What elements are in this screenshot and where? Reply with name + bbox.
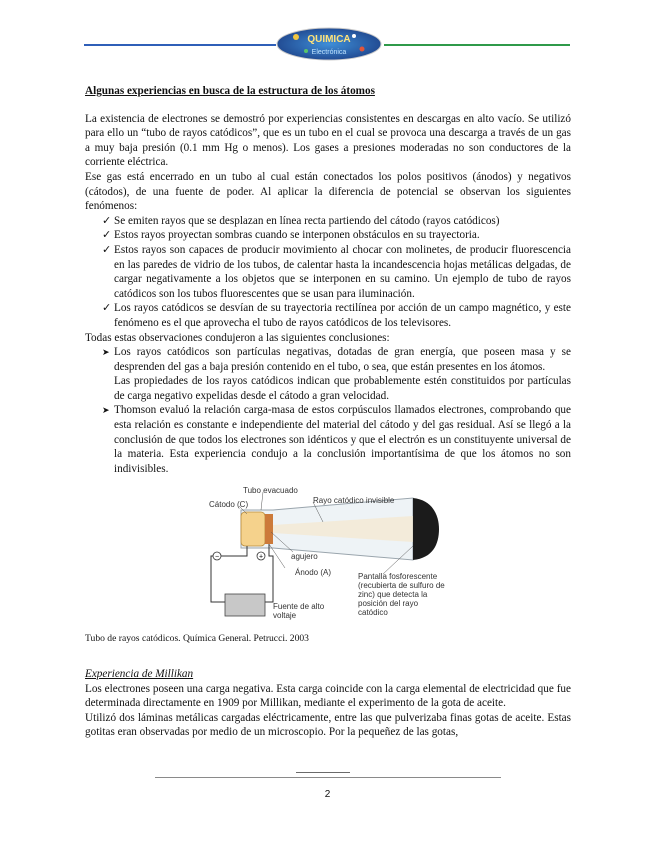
document-body — [85, 84, 571, 740]
power-supply — [225, 594, 265, 616]
anode — [265, 514, 273, 544]
header-line-left — [84, 44, 276, 46]
svg-text:QUIMICA: QUIMICA — [307, 34, 351, 45]
observations-list — [85, 214, 571, 331]
label-tubo: Tubo evacuado — [243, 486, 298, 496]
footer-line — [155, 777, 501, 778]
label-anodo: Ánodo (A) — [295, 568, 332, 578]
list-item: ✓ Estos rayos son capaces de producir movimiento al chocar con molinetes, de producir fluorescencia en las paredes de vidrio de los tubos, de calentar hasta la incandescencia hojas metálicas delgadas, de cargar negativamente a los objetos que se interponen en su camino. Un ejemplo de tubo de rayos catódicos son los tubos fluorescentes que se usan para iluminación. — [102, 243, 571, 300]
minus-sign: − — [214, 553, 220, 561]
footer-short-line — [296, 772, 350, 773]
paragraph-tube: Ese gas está encerrado en un tubo al cual están conectados los polos positivos (ánodos) y negativos (cátodos), de una fuente de poder. Al aplicar la diferencia de potencial se observan los siguientes fenómenos: — [85, 170, 571, 213]
conclusions-list — [85, 345, 571, 476]
phosphor-screen — [413, 498, 439, 560]
list-item: ✓ Estos rayos proyectan sombras cuando se interponen obstáculos en su trayectoria. — [102, 229, 480, 242]
paragraph-millikan-1: Los electrones poseen una carga negativa. Esta carga coincide con la carga elemental de electricidad que fue determinada directamente en 1909 por Millikan, mediante el experimento de la gota de aceite. — [85, 682, 571, 710]
check-icon: ✓ — [102, 229, 112, 242]
label-catodo: Cátodo (C) — [209, 500, 249, 510]
section-heading-millikan: Experiencia de Millikan — [85, 668, 194, 681]
section-title: Algunas experiencias en busca de la estructura de los átomos — [85, 85, 375, 97]
arrow-bullet-icon: ➤ — [102, 405, 110, 416]
label-fuente: Fuente de alto voltaje — [273, 602, 325, 621]
check-icon: ✓ — [102, 302, 112, 315]
figure-caption: Tubo de rayos catódicos. Química General. Petrucci. 2003 — [85, 633, 309, 645]
check-icon: ✓ — [102, 243, 112, 256]
quimica-logo — [276, 27, 382, 61]
list-item: ➤ Thomson evaluó la relación carga-masa de estos corpúsculos llamados electrones, comprobando que esta relación es constante e independiente del material del cátodo y del gas residual. Así se llegó a la conclusión de que todos los electrones son idénticos y que el electrón es un constituyente universal de la materia. Esta experiencia condujo a la conclusión importantísima de que los átomos no son indivisibles. — [102, 404, 571, 475]
plus-sign: + — [258, 553, 264, 561]
cathode-ray-tube-figure — [85, 486, 571, 632]
label-agujero: agujero — [291, 552, 318, 562]
arrow-bullet-icon: ➤ — [102, 347, 110, 358]
list-item: ✓ Se emiten rayos que se desplazan en línea recta partiendo del cátodo (rayos catódicos) — [102, 214, 500, 227]
header-line-right — [384, 44, 570, 46]
list-item: ✓ Los rayos catódicos se desvían de su trayectoria rectilínea por acción de un campo magnético, y este fenómeno es el que aprovecha el tubo de rayos catódicos de los televisores. — [102, 302, 571, 329]
conclusion-subtext: Las propiedades de los rayos catódicos indican que probablemente estén constituidos por partículas de carga negativo expelidas desde el cátodo a gran velocidad. — [114, 375, 571, 402]
svg-text:Electrónica: Electrónica — [311, 49, 347, 56]
paragraph-conclusions-intro: Todas estas observaciones condujeron a las siguientes conclusiones: — [85, 331, 390, 344]
page-number: 2 — [324, 789, 331, 800]
paragraph-millikan-2: Utilizó dos láminas metálicas cargadas eléctricamente, entre las que pulverizaba finas gotas de aceite. Estas gotitas eran observadas por medio de un microscopio. Por la pequeñez de las gotas, — [85, 711, 571, 739]
label-pantalla: Pantalla fosforescente (recubierta de sulfuro de zinc) que detecta la posición del rayo catódico — [358, 572, 445, 618]
list-item: ➤ Los rayos catódicos son partículas negativas, dotadas de gran energía, que poseen masa y se desprenden del gas a baja presión contenido en el tubo, o sea, que están presentes en los átomos. Las propiedades de los rayos catódicos indican que probablemente estén constituidos por partículas de carga negativo expelidas desde el cátodo a gran velocidad. — [102, 346, 571, 402]
label-rayo: Rayo catódico invisible — [313, 496, 395, 506]
check-icon: ✓ — [102, 214, 112, 227]
paragraph-intro: La existencia de electrones se demostró por experiencias consistentes en descargas en alto vacío. Se utilizó para ello un “tubo de rayos catódicos”, que es un tubo en el cual se provoca una descarga a través de un gas a muy baja presión (0.1 mm Hg o menos). Los gases a presiones moderadas no son conductores de la corriente eléctrica. — [85, 112, 571, 169]
cathode — [241, 512, 265, 546]
